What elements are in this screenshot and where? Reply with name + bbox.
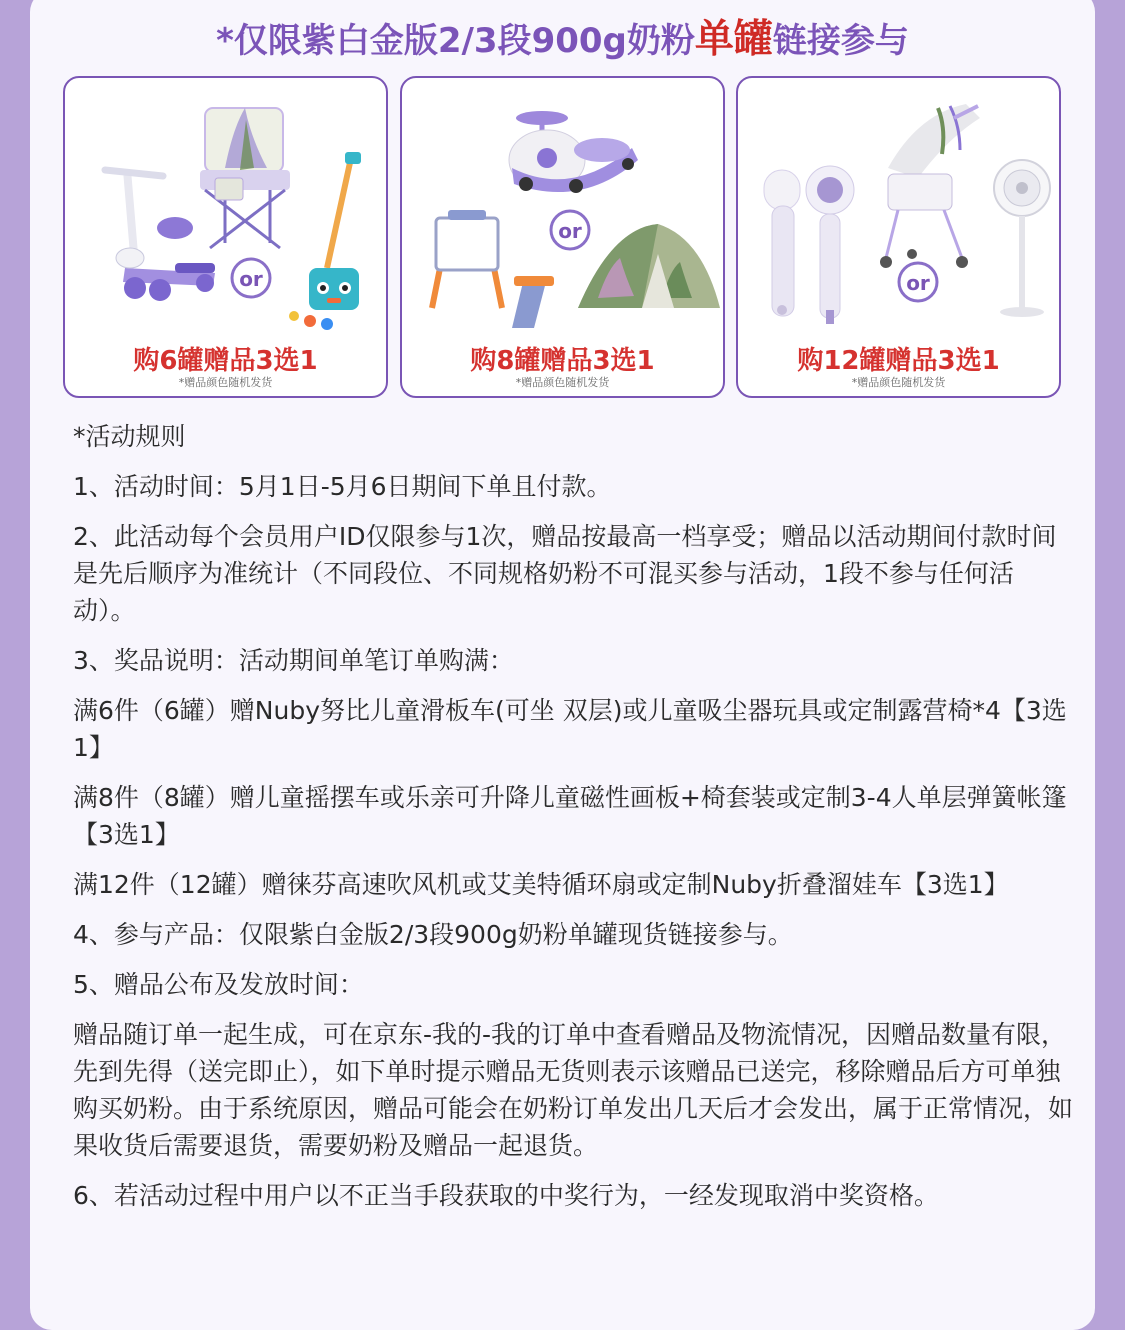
or-badge <box>899 263 937 301</box>
title-suffix: 链接参与 <box>772 21 909 61</box>
hair-dryer-2-icon <box>806 166 854 324</box>
rule-item: 3、奖品说明：活动期间单笔订单购满： <box>73 646 514 675</box>
hair-dryer-icon <box>764 170 800 316</box>
gift-card-8-cans[interactable] <box>400 76 725 398</box>
svg-text:or: or <box>558 219 582 243</box>
rule-item: 4、参与产品：仅限紫白金版2/3段900g奶粉单罐现货链接参与。 <box>73 920 793 949</box>
circulation-fan-icon <box>994 160 1050 317</box>
tier-note: *赠品颜色随机发货 <box>178 376 273 389</box>
rule-item: 满8件（8罐）赠儿童摇摆车或乐亲可升降儿童磁性画板+椅套装或定制3-4人单层弹簧帐篷【3选1】 <box>73 783 1067 849</box>
activity-rules <box>73 418 1073 1227</box>
svg-text:or: or <box>239 267 263 291</box>
rules-heading: *活动规则 <box>73 422 186 451</box>
tier-note: *赠品颜色随机发货 <box>851 376 946 389</box>
folding-stroller-icon <box>880 104 980 268</box>
magnetic-easel-icon <box>432 210 554 328</box>
rule-item: 1、活动时间：5月1日-5月6日期间下单且付款。 <box>73 472 612 501</box>
tier-title: 购8罐赠品3选1 <box>470 346 655 376</box>
gift-card-6-cans[interactable] <box>63 76 388 398</box>
kids-scooter-icon <box>105 170 215 301</box>
or-badge <box>551 211 589 249</box>
swing-car-icon <box>509 111 638 193</box>
gift-illustration-swing-car-easel-tent <box>402 78 723 336</box>
camping-chair-icon <box>200 108 290 248</box>
rule-item: 满6件（6罐）赠Nuby努比儿童滑板车(可坐 双层)或儿童吸尘器玩具或定制露营椅*4【3选1】 <box>73 696 1067 762</box>
title-emphasis: 单罐 <box>694 17 773 62</box>
rule-item: 6、若活动过程中用户以不正当手段获取的中奖行为，一经发现取消中奖资格。 <box>73 1181 939 1210</box>
rule-item: 5、赠品公布及发放时间： <box>73 970 364 999</box>
or-badge <box>232 259 270 297</box>
tier-title: 购6罐赠品3选1 <box>133 346 318 376</box>
toy-vacuum-icon <box>289 152 361 330</box>
page-title <box>0 8 1125 64</box>
camping-tent-icon <box>578 224 720 308</box>
rule-item: 2、此活动每个会员用户ID仅限参与1次，赠品按最高一档享受；赠品以活动期间付款时间是先后顺序为准统计（不同段位、不同规格奶粉不可混买参与活动，1段不参与任何活动）。 <box>73 522 1057 625</box>
gift-illustration-scooter-chair-vacuum <box>65 78 386 336</box>
svg-text:or: or <box>906 271 930 295</box>
tier-note: *赠品颜色随机发货 <box>515 376 610 389</box>
rule-item: 赠品随订单一起生成，可在京东-我的-我的订单中查看赠品及物流情况，因赠品数量有限，先到先得（送完即止），如下单时提示赠品无货则表示该赠品已送完，移除赠品后方可单独购买奶粉。由于系统原因，赠品可能会在奶粉订单发出几天后才会发出，属于正常情况，如果收货后需要退货，需要奶粉及赠品一起退货。 <box>73 1020 1074 1160</box>
gift-illustration-hairdryer-fan-stroller <box>738 78 1059 336</box>
rule-item: 满12件（12罐）赠徕芬高速吹风机或艾美特循环扇或定制Nuby折叠溜娃车【3选1】 <box>73 870 1009 899</box>
title-prefix: *仅限紫白金版2/3段900g奶粉 <box>216 21 695 61</box>
gift-card-12-cans[interactable] <box>736 76 1061 398</box>
tier-title: 购12罐赠品3选1 <box>797 346 1000 376</box>
